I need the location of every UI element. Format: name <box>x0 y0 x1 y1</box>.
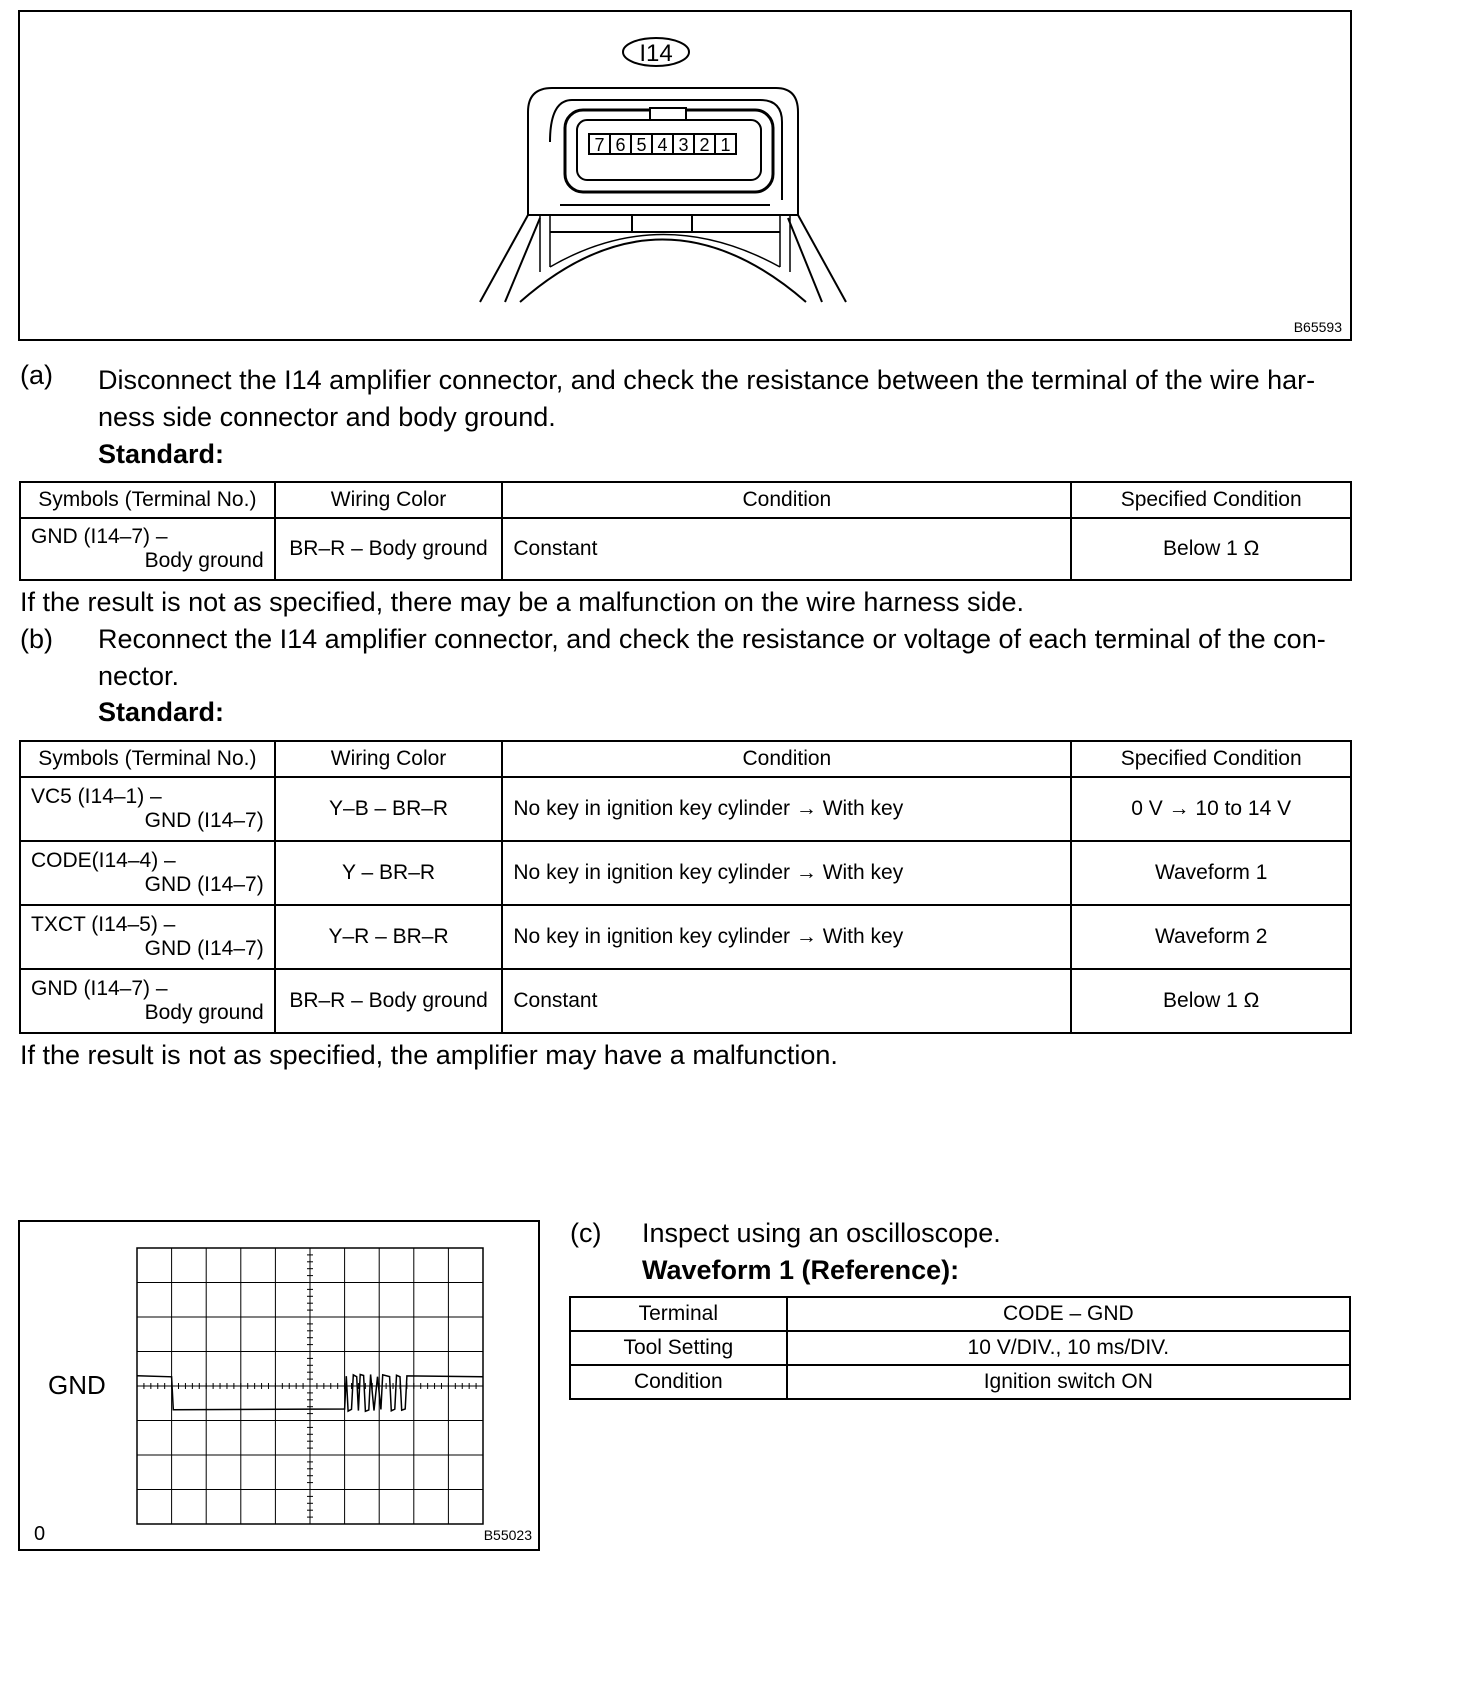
header-specified: Specified Condition <box>1071 482 1351 518</box>
table-row <box>20 518 1351 580</box>
cell-wiring: BR–R – Body ground <box>275 518 503 580</box>
table-b <box>19 740 1352 1034</box>
pin-number: 1 <box>720 135 731 155</box>
cell-wiring: Y – BR–R <box>275 841 503 905</box>
cell-condition: No key in ignition key cylinder → With key <box>502 841 1071 905</box>
cell-wiring: Y–R – BR–R <box>275 905 503 969</box>
pin-key <box>650 108 686 120</box>
table-b-header-row <box>20 741 1351 777</box>
cell-condition: Constant <box>502 969 1071 1033</box>
step-a-standard-label: Standard: <box>98 439 225 469</box>
cell-condition: Constant <box>502 518 1071 580</box>
step-b-text-line2: nector. <box>98 661 180 691</box>
cell-label: Terminal <box>570 1297 787 1331</box>
header-wiring: Wiring Color <box>275 482 503 518</box>
table-a-header-row <box>20 482 1351 518</box>
step-b-letter: (b) <box>20 624 53 654</box>
note-a: If the result is not as specified, there may be a malfunction on the wire harness side. <box>20 587 1025 617</box>
cell-specified: 0 V → 10 to 14 V <box>1071 777 1351 841</box>
cell-value: CODE – GND <box>787 1297 1350 1331</box>
cell-value: Ignition switch ON <box>787 1365 1350 1399</box>
header-condition: Condition <box>502 741 1071 777</box>
pin-number: 4 <box>657 135 668 155</box>
step-c-letter: (c) <box>570 1218 602 1248</box>
header-specified: Specified Condition <box>1071 741 1351 777</box>
header-symbols: Symbols (Terminal No.) <box>20 741 275 777</box>
pin-number: 2 <box>699 135 710 155</box>
figure-id: B65593 <box>1293 319 1342 335</box>
cell-wiring: Y–B – BR–R <box>275 777 503 841</box>
pin-number: 6 <box>615 135 626 155</box>
connector-label: I14 <box>639 40 673 67</box>
cell-specified: Waveform 2 <box>1071 905 1351 969</box>
pin-number: 7 <box>594 135 605 155</box>
table-row <box>570 1365 1350 1399</box>
cell-symbols: TXCT (I14–5) – GND (I14–7) <box>20 905 275 969</box>
header-condition: Condition <box>502 482 1071 518</box>
table-row <box>570 1297 1350 1331</box>
zero-label: 0 <box>34 1523 46 1545</box>
oscilloscope-grid <box>137 1248 483 1524</box>
note-b: If the result is not as specified, the amplifier may have a malfunction. <box>20 1040 838 1070</box>
pin-number: 3 <box>678 135 689 155</box>
table-row <box>570 1331 1350 1365</box>
cell-condition: No key in ignition key cylinder → With key <box>502 777 1071 841</box>
cell-symbols: GND (I14–7) – Body ground <box>20 969 275 1033</box>
table-c <box>569 1296 1351 1400</box>
cell-specified: Below 1 Ω <box>1071 518 1351 580</box>
header-symbols: Symbols (Terminal No.) <box>20 482 275 518</box>
table-row <box>20 841 1351 905</box>
harness-arc <box>520 240 806 303</box>
cell-value: 10 V/DIV., 10 ms/DIV. <box>787 1331 1350 1365</box>
pin-row <box>589 134 736 155</box>
cell-symbols: GND (I14–7) – Body ground <box>20 518 275 580</box>
pin-number: 5 <box>636 135 647 155</box>
gnd-label: GND <box>48 1370 106 1400</box>
table-row <box>20 777 1351 841</box>
cell-symbols: VC5 (I14–1) – GND (I14–7) <box>20 777 275 841</box>
figure-id: B55023 <box>483 1527 532 1543</box>
connector-figure <box>18 10 1352 341</box>
cell-label: Condition <box>570 1365 787 1399</box>
table-a <box>19 481 1352 581</box>
cell-specified: Below 1 Ω <box>1071 969 1351 1033</box>
cell-symbols: CODE(I14–4) – GND (I14–7) <box>20 841 275 905</box>
table-row <box>20 969 1351 1033</box>
step-a-text-line2: ness side connector and body ground. <box>98 402 556 432</box>
oscilloscope-figure <box>18 1220 540 1551</box>
cell-wiring: BR–R – Body ground <box>275 969 503 1033</box>
connector-drawing <box>20 12 1350 339</box>
cell-specified: Waveform 1 <box>1071 841 1351 905</box>
table-row <box>20 905 1351 969</box>
header-wiring: Wiring Color <box>275 741 503 777</box>
waveform-label: Waveform 1 (Reference): <box>642 1255 960 1285</box>
step-c-text: Inspect using an oscilloscope. <box>642 1218 1001 1248</box>
step-a-text-line1: Disconnect the I14 amplifier connector, and check the resistance between the terminal of the wire har- <box>98 365 1316 395</box>
cell-condition: No key in ignition key cylinder → With key <box>502 905 1071 969</box>
step-a-letter: (a) <box>20 360 53 390</box>
cell-label: Tool Setting <box>570 1331 787 1365</box>
step-b-text-line1: Reconnect the I14 amplifier connector, and check the resistance or voltage of each terminal of the con- <box>98 624 1326 654</box>
step-b-standard-label: Standard: <box>98 697 225 727</box>
